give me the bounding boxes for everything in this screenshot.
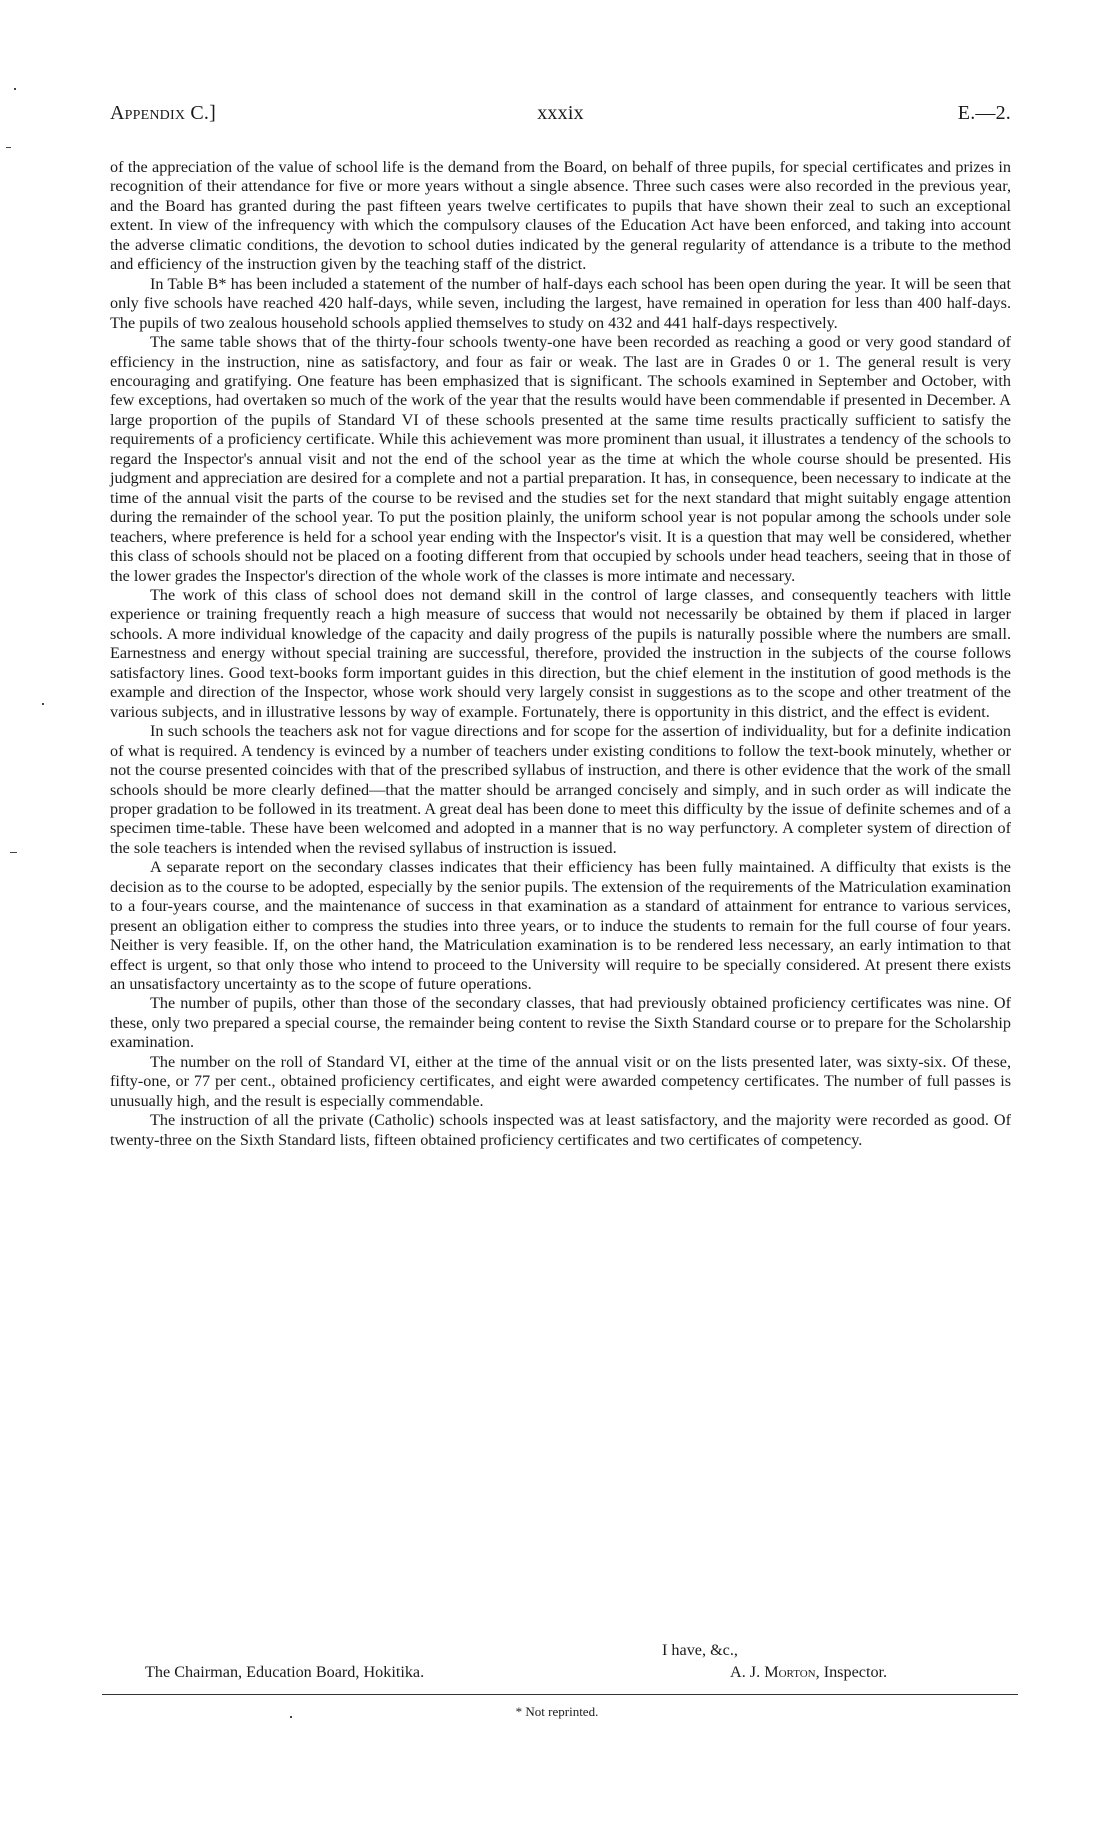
header-appendix: Appendix C.]	[110, 102, 216, 124]
paragraph: The instruction of all the private (Catholic) schools inspected was at least satisfactory, and the majority were recorded as good. Of twenty-three on the Sixth Standard lists, fifteen obtained proficiency certificates and two certificates of competency.	[110, 1111, 1011, 1149]
paragraph: A separate report on the secondary classes indicates that their efficiency has been fully maintained. A difficulty that exists is the decision as to the course to be adopted, especially by the senior pupils. The extension of the requirements of the Matriculation examination to a four-years course, and the maintenance of success in that examination as a standard of attainment for entrance to various services, present an obligation either to compress the studies into three years, or to induce the students to remain for the full course of four years. Neither is very feasible. If, on the other hand, the Matriculation examination is to be rendered less necessary, an early intimation to that effect is urgent, so that only those who intend to proceed to the University will require to be specially considered. At present there exists an unsatisfactory uncertainty as to the scope of future operations.	[110, 858, 1011, 994]
header-reference: E.—2.	[957, 102, 1011, 124]
paragraph: In such schools the teachers ask not for vague directions and for scope for the assertion of individuality, but for a definite indication of what is required. A tendency is evinced by a number of teachers under existing conditions to follow the text-book minutely, whether or not the course presented coincides with that of the prescribed syllabus of instruction, and there is other evidence that the work of the small schools should be more clearly defined—that the matter should be arranged concisely and simply, and in such order as will indicate the proper gradation to be followed in its treatment. A great deal has been done to meet this difficulty by the issue of definite schemes and of a specimen time-table. These have been welcomed and adopted in a manner that is no way perfunctory. A completer system of direction of the sole teachers is intended when the revised syllabus of instruction is issued.	[110, 722, 1011, 857]
scan-speck	[14, 88, 16, 90]
signature	[730, 1662, 887, 1682]
paragraph: The work of this class of school does not demand skill in the control of large classes, and consequently teachers with little experience or training frequently reach a high measure of success that would not necessarily be obtained by them if placed in larger schools. A more individual knowledge of the capacity and daily progress of the pupils is naturally possible where the numbers are small. Earnestness and energy without special training are successful, therefore, provided the instruction in the subjects of the course follows satisfactory lines. Good text-books form important guides in this direction, but the chief element in the institution of good methods is the example and direction of the Inspector, whose work should very largely consist in suggestions as to the scope and other treatment of the various subjects, and in illustrative lessons by way of example. Fortunately, there is opportunity in this district, and the effect is evident.	[110, 585, 1011, 721]
header-page-number: xxxix	[537, 102, 584, 124]
scan-speck	[42, 703, 44, 705]
page-header	[110, 102, 1011, 134]
scan-speck	[10, 852, 17, 853]
footnote-divider	[102, 1694, 1018, 1695]
footnote: * Not reprinted.	[515, 1704, 599, 1719]
author-initials: A. J.	[730, 1663, 761, 1681]
paragraph: The same table shows that of the thirty-four schools twenty-one have been recorded as reaching a good or very good standard of efficiency in the instruction, nine as satisfactory, and four as fair or weak. The last are in Grades 0 or 1. The general result is very encouraging and gratifying. One feature has been emphasized that is significant. The schools examined in September and October, with few exceptions, had overtaken so much of the work of the year that the results would have been commendable if presented in December. A large proportion of the pupils of Standard VI of these schools presented at the same time results practically sufficient to satisfy the requirements of a proficiency certificate. While this achievement was more prominent than usual, it illustrates a tendency of the schools to regard the Inspector's annual visit and not the end of the school year as the time at which the whole course should be presented. His judgment and appreciation are desired for a complete and not a partial preparation. It has, in consequence, been necessary to indicate at the time of the annual visit the parts of the course to be revised and the studies set for the next standard that might suitably engage attention during the remainder of the school year. To put the position plainly, the uniform school year is not popular among the schools under sole teachers, where preference is held for a school year ending with the Inspector's visit. It is a question that may well be considered, whether this class of schools should not be placed on a footing different from that occupied by schools under head teachers, seeing that in those of the lower grades the Inspector's direction of the whole work of the classes is more intimate and necessary.	[110, 333, 1011, 585]
closing-greeting: I have, &c.,	[662, 1641, 738, 1659]
author-title: , Inspector.	[815, 1663, 888, 1681]
scan-speck	[290, 1716, 292, 1718]
paragraph: The number of pupils, other than those of the secondary classes, that had previously obtained proficiency certificates was nine. Of these, only two prepared a special course, the remainder being content to revise the Sixth Standard course or to prepare for the Scholarship examination.	[110, 994, 1011, 1052]
paragraph: The number on the roll of Standard VI, either at the time of the annual visit or on the lists presented later, was sixty-six. Of these, fifty-one, or 77 per cent., obtained proficiency certificates, and eight were awarded competency certificates. The number of full passes is unusually high, and the result is especially commendable.	[110, 1052, 1011, 1110]
author-name: Morton	[764, 1663, 816, 1681]
paragraph: In Table B* has been included a statement of the number of half-days each school has been open during the year. It will be seen that only five schools have reached 420 half-days, while seven, including the largest, have remained in operation for less than 400 half-days. The pupils of two zealous household schools applied themselves to study on 432 and 441 half-days respectively.	[110, 274, 1011, 332]
report-body	[110, 158, 1011, 1150]
paragraph: of the appreciation of the value of school life is the demand from the Board, on behalf of three pupils, for special certificates and prizes in recognition of their attendance for five or more years without a single absence. Three such cases were also recorded in the previous year, and the Board has granted during the past fifteen years twelve certificates to pupils that have shown their zeal to such an exceptional extent. In view of the infrequency with which the compulsory clauses of the Education Act have been enforced, and taking into account the adverse climatic conditions, the devotion to school duties indicated by the general regularity of attendance is a tribute to the method and efficiency of the instruction given by the teaching staff of the district.	[110, 158, 1011, 274]
scan-speck	[6, 147, 11, 148]
addressee: The Chairman, Education Board, Hokitika.	[145, 1663, 425, 1681]
